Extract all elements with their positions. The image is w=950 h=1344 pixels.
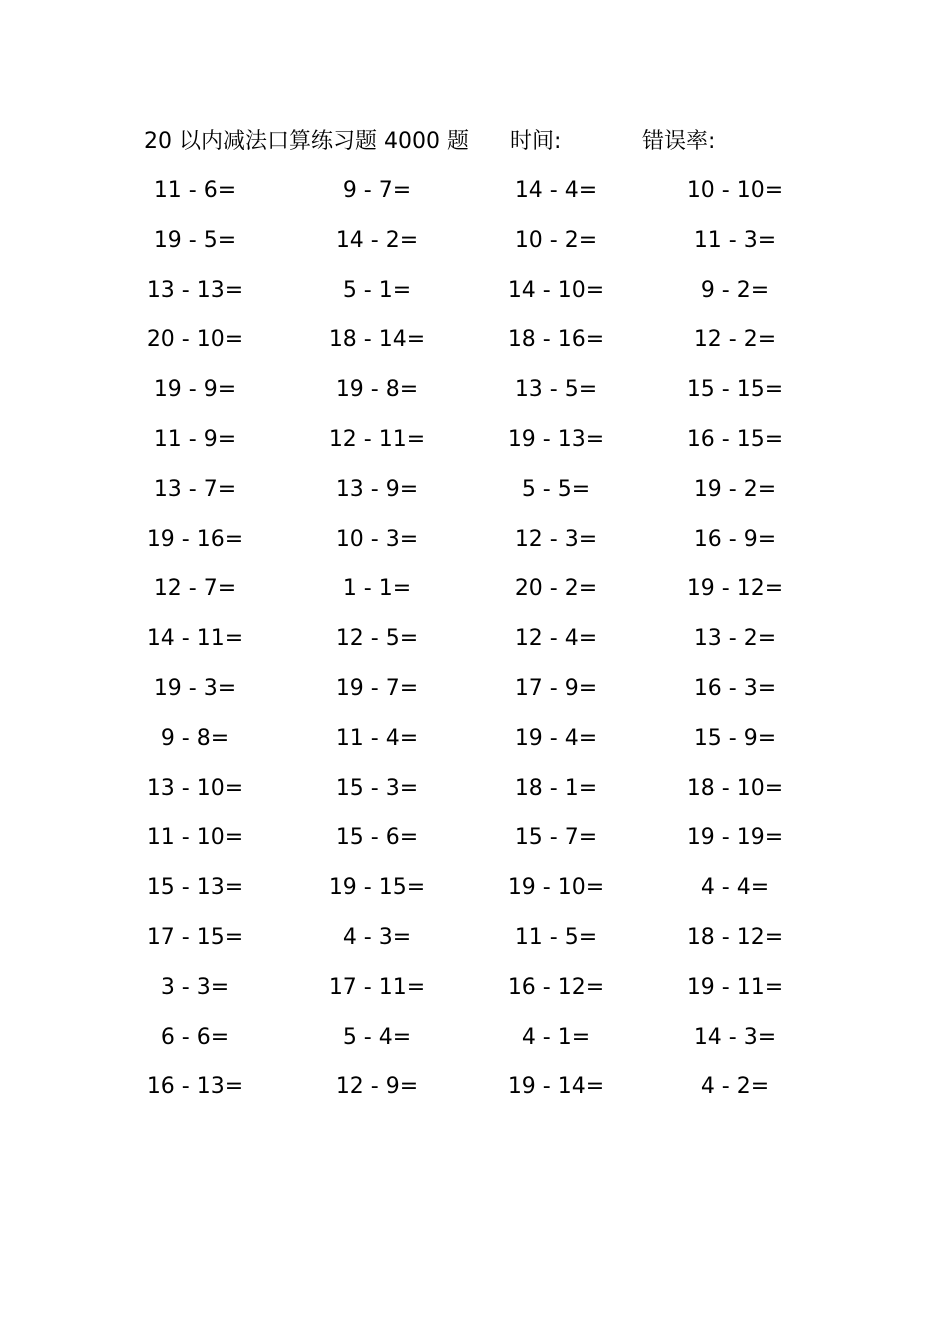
problem-item: 15 - 3= [335, 775, 419, 801]
problem-item: 4 - 4= [700, 875, 770, 901]
problem-row [140, 722, 800, 772]
problem-row [140, 622, 800, 672]
error-rate-label: 错误率: [642, 129, 716, 154]
problem-item: 15 - 7= [514, 825, 598, 851]
problem-item: 19 - 15= [328, 875, 426, 901]
problem-item: 19 - 7= [335, 675, 419, 701]
problem-item: 19 - 11= [686, 974, 784, 1000]
problem-row [140, 1070, 800, 1120]
problem-item: 6 - 6= [160, 1024, 230, 1050]
problem-item: 16 - 12= [507, 974, 605, 1000]
problem-item: 17 - 15= [146, 924, 244, 950]
problem-item: 5 - 4= [342, 1024, 412, 1050]
problem-row [140, 572, 800, 622]
worksheet-title: 20 以内减法口算练习题 4000 题 [144, 129, 469, 154]
problem-item: 18 - 16= [507, 327, 605, 353]
problem-item: 18 - 10= [686, 775, 784, 801]
problem-grid [140, 174, 800, 1120]
problem-row [140, 423, 800, 473]
problem-item: 4 - 2= [700, 1074, 770, 1100]
time-label: 时间: [510, 129, 562, 154]
problem-item: 14 - 4= [514, 178, 598, 203]
problem-item: 18 - 12= [686, 924, 784, 950]
problem-item: 15 - 15= [686, 377, 784, 403]
problem-row [140, 871, 800, 921]
problem-row [140, 224, 800, 274]
problem-item: 19 - 8= [335, 377, 419, 403]
problem-item: 16 - 3= [693, 675, 777, 701]
problem-item: 19 - 12= [686, 576, 784, 602]
problem-row [140, 821, 800, 871]
problem-item: 12 - 4= [514, 626, 598, 652]
problem-item: 12 - 3= [514, 526, 598, 552]
problem-item: 5 - 5= [521, 476, 591, 502]
problem-item: 10 - 2= [514, 227, 598, 253]
problem-item: 3 - 3= [160, 974, 230, 1000]
problem-item: 19 - 2= [693, 476, 777, 502]
problem-item: 19 - 13= [507, 426, 605, 452]
problem-item: 16 - 15= [686, 426, 784, 452]
problem-item: 9 - 7= [342, 178, 412, 203]
problem-item: 13 - 7= [153, 476, 237, 502]
problem-item: 15 - 9= [693, 725, 777, 751]
problem-item: 19 - 4= [514, 725, 598, 751]
problem-item: 12 - 9= [335, 1074, 419, 1100]
problem-item: 10 - 10= [686, 178, 784, 203]
problem-item: 14 - 11= [146, 626, 244, 652]
problem-row [140, 373, 800, 423]
problem-item: 13 - 10= [146, 775, 244, 801]
problem-item: 4 - 1= [521, 1024, 591, 1050]
problem-item: 9 - 8= [160, 725, 230, 751]
problem-item: 19 - 14= [507, 1074, 605, 1100]
problem-row [140, 921, 800, 971]
problem-item: 19 - 10= [507, 875, 605, 901]
problem-row [140, 672, 800, 722]
problem-row [140, 274, 800, 324]
problem-item: 11 - 10= [146, 825, 244, 851]
problem-item: 11 - 9= [153, 426, 237, 452]
problem-item: 12 - 11= [328, 426, 426, 452]
problem-item: 4 - 3= [342, 924, 412, 950]
problem-row [140, 174, 800, 224]
problem-item: 13 - 13= [146, 277, 244, 303]
problem-item: 17 - 11= [328, 974, 426, 1000]
problem-item: 11 - 3= [693, 227, 777, 253]
worksheet-header [144, 126, 804, 158]
problem-item: 17 - 9= [514, 675, 598, 701]
problem-row [140, 971, 800, 1021]
problem-item: 12 - 7= [153, 576, 237, 602]
problem-item: 19 - 5= [153, 227, 237, 253]
problem-item: 11 - 4= [335, 725, 419, 751]
problem-item: 20 - 2= [514, 576, 598, 602]
problem-item: 9 - 2= [700, 277, 770, 303]
problem-item: 14 - 2= [335, 227, 419, 253]
problem-item: 15 - 13= [146, 875, 244, 901]
problem-item: 14 - 10= [507, 277, 605, 303]
problem-item: 13 - 5= [514, 377, 598, 403]
problem-item: 19 - 19= [686, 825, 784, 851]
problem-item: 18 - 1= [514, 775, 598, 801]
problem-item: 18 - 14= [328, 327, 426, 353]
problem-item: 19 - 16= [146, 526, 244, 552]
problem-item: 10 - 3= [335, 526, 419, 552]
problem-item: 1 - 1= [342, 576, 412, 602]
problem-item: 12 - 5= [335, 626, 419, 652]
problem-item: 19 - 9= [153, 377, 237, 403]
problem-item: 16 - 13= [146, 1074, 244, 1100]
problem-item: 20 - 10= [146, 327, 244, 353]
problem-row [140, 473, 800, 523]
problem-item: 11 - 5= [514, 924, 598, 950]
problem-item: 12 - 2= [693, 327, 777, 353]
problem-row [140, 1021, 800, 1071]
problem-item: 13 - 2= [693, 626, 777, 652]
problem-row [140, 772, 800, 822]
problem-row [140, 523, 800, 573]
problem-item: 16 - 9= [693, 526, 777, 552]
problem-item: 19 - 3= [153, 675, 237, 701]
problem-row [140, 323, 800, 373]
problem-item: 13 - 9= [335, 476, 419, 502]
problem-item: 5 - 1= [342, 277, 412, 303]
problem-item: 11 - 6= [153, 178, 237, 203]
problem-item: 14 - 3= [693, 1024, 777, 1050]
problem-item: 15 - 6= [335, 825, 419, 851]
